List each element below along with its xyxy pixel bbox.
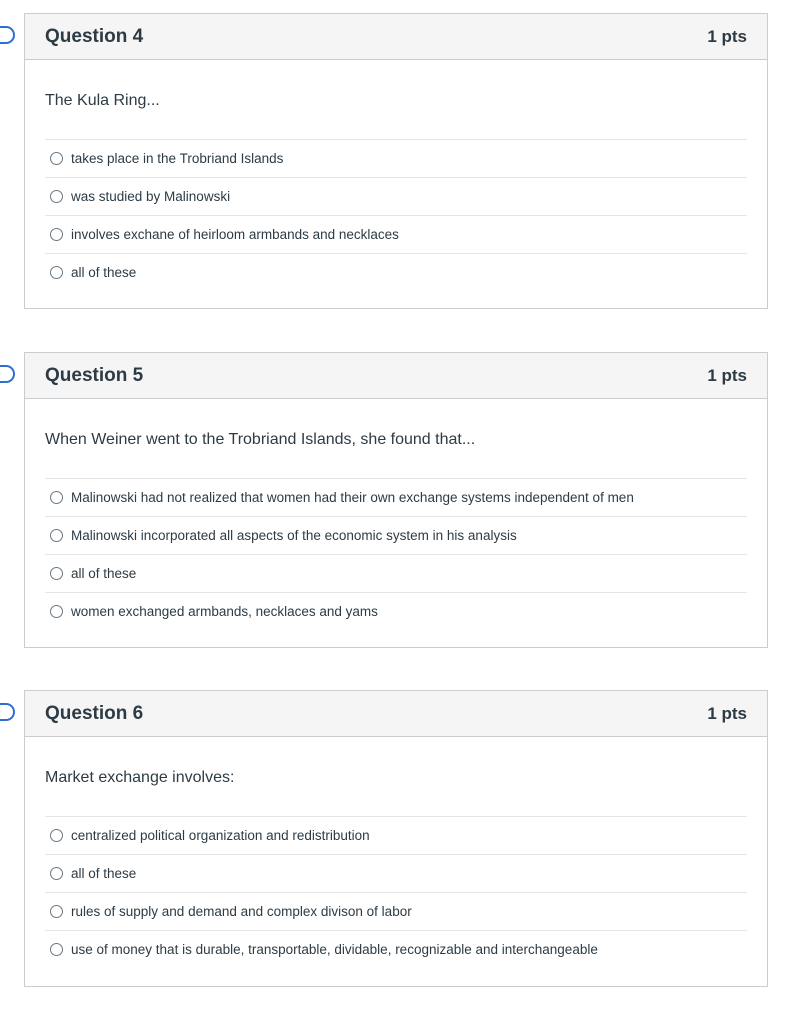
- answer-label: centralized political organization and redistribution: [71, 828, 370, 843]
- answer-option[interactable]: [45, 140, 747, 178]
- question-header: [25, 353, 767, 399]
- radio-button-icon[interactable]: [50, 190, 63, 203]
- answer-option[interactable]: [45, 555, 747, 593]
- radio-button-icon[interactable]: [50, 943, 63, 956]
- bookmark-flag-icon[interactable]: [0, 365, 15, 383]
- radio-button-icon[interactable]: [50, 829, 63, 842]
- radio-button-icon[interactable]: [50, 567, 63, 580]
- radio-button-icon[interactable]: [50, 266, 63, 279]
- bookmark-flag-icon[interactable]: [0, 26, 15, 44]
- answer-option[interactable]: [45, 817, 747, 855]
- radio-button-icon[interactable]: [50, 491, 63, 504]
- question-title: Question 6: [45, 702, 144, 724]
- question-points: 1 pts: [707, 703, 747, 723]
- answer-label: involves exchane of heirloom armbands and necklaces: [71, 227, 399, 242]
- radio-button-icon[interactable]: [50, 529, 63, 542]
- answer-label: all of these: [71, 866, 137, 881]
- radio-button-icon[interactable]: [50, 905, 63, 918]
- question-title: Question 5: [45, 364, 144, 386]
- question-card-6: [24, 690, 768, 987]
- answer-option[interactable]: [45, 479, 747, 517]
- answer-option[interactable]: [45, 254, 747, 291]
- question-text: Market exchange involves:: [45, 769, 235, 786]
- radio-button-icon[interactable]: [50, 228, 63, 241]
- answer-list: [45, 816, 747, 968]
- answer-label: women exchanged armbands, necklaces and yams: [71, 604, 378, 619]
- question-card-5: [24, 352, 768, 648]
- answer-label: takes place in the Trobriand Islands: [71, 151, 284, 166]
- answer-label: Malinowski had not realized that women had their own exchange systems independent of men: [71, 490, 634, 505]
- question-text: The Kula Ring...: [45, 92, 160, 109]
- answer-label: use of money that is durable, transportable, dividable, recognizable and interchangeable: [71, 942, 598, 957]
- question-points: 1 pts: [707, 365, 747, 385]
- question-title: Question 4: [45, 25, 144, 47]
- answer-option[interactable]: [45, 893, 747, 931]
- question-points: 1 pts: [707, 26, 747, 46]
- answer-label: all of these: [71, 566, 137, 581]
- question-card-4: [24, 13, 768, 309]
- radio-button-icon[interactable]: [50, 605, 63, 618]
- answer-option[interactable]: [45, 931, 747, 968]
- answer-option[interactable]: [45, 178, 747, 216]
- radio-button-icon[interactable]: [50, 152, 63, 165]
- question-text: When Weiner went to the Trobriand Islands, she found that...: [45, 431, 476, 448]
- answer-label: all of these: [71, 265, 137, 280]
- answer-label: rules of supply and demand and complex divison of labor: [71, 904, 412, 919]
- answer-label: was studied by Malinowski: [71, 189, 231, 204]
- answer-list: [45, 139, 747, 291]
- question-header: [25, 691, 767, 737]
- answer-option[interactable]: [45, 855, 747, 893]
- radio-button-icon[interactable]: [50, 867, 63, 880]
- answer-label: Malinowski incorporated all aspects of the economic system in his analysis: [71, 528, 517, 543]
- question-header: [25, 14, 767, 60]
- bookmark-flag-icon[interactable]: [0, 703, 15, 721]
- answer-option[interactable]: [45, 517, 747, 555]
- answer-option[interactable]: [45, 216, 747, 254]
- answer-list: [45, 478, 747, 630]
- answer-option[interactable]: [45, 593, 747, 630]
